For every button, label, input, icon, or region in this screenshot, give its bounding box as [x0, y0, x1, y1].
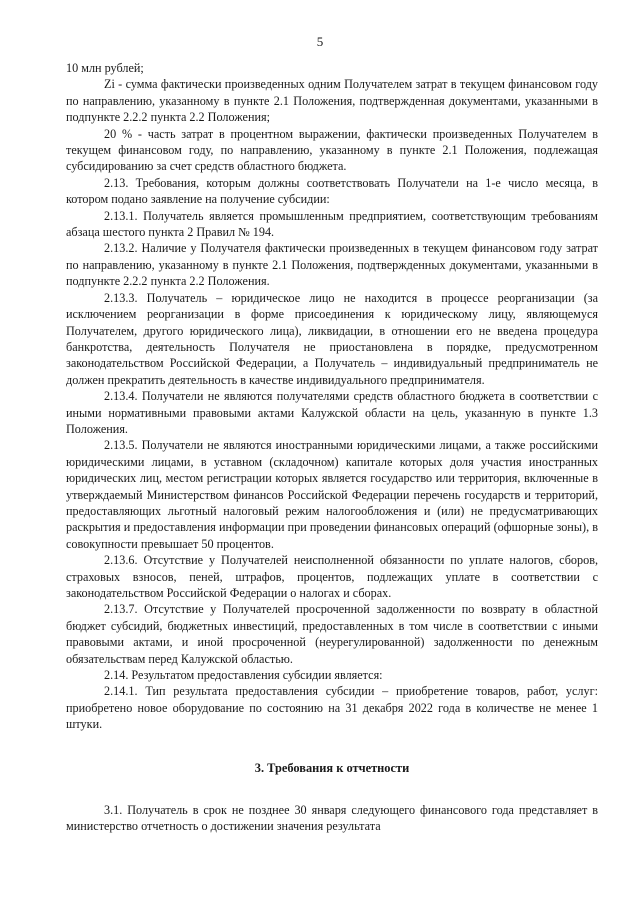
paragraph: 2.14.1. Тип результата предоставления субсидии – приобретение товаров, работ, услуг: приобретено новое оборудование по состоянию на 31 декабря 2022 года в количестве не менее 1 штуки.	[66, 684, 598, 732]
paragraph: 2.14. Результатом предоставления субсидии является:	[104, 668, 383, 683]
paragraph: 2.13.5. Получатели не являются иностранными юридическими лицами, а также российскими юридическими лицами, в уставном (складочном) капитале которых доля участия иностранных юридических лиц, местом регистрации которых является государство или территория, включенные в утверждаемый Министерством финансов Российской Федерации перечень государств и территорий, предоставляющих льготный налоговый режим налогообложения и (или) не предусматривающих раскрытия и предоставления информации при проведении финансовых операций (офшорные зоны), в совокупности превышает 50 процентов.	[66, 438, 598, 551]
paragraph: 2.13. Требования, которым должны соответствовать Получатели на 1-е число месяца, в котором подано заявление на получение субсидии:	[66, 175, 598, 207]
paragraph: 2.13.4. Получатели не являются получателями средств областного бюджета в соответствии с иными нормативными правовыми актами Калужской области на цель, указанную в пункте 1.3 Положения.	[66, 389, 598, 436]
section-heading: 3. Требования к отчетности	[254, 760, 410, 775]
paragraph: 10 млн рублей;	[66, 61, 144, 75]
paragraph: 2.13.6. Отсутствие у Получателей неисполненной обязанности по уплате налогов, сборов, страховых взносов, пеней, штрафов, процентов, подлежащих уплате в соответствии с законодательством Российской Федерации о налогах и сборах.	[66, 553, 598, 600]
paragraph: 3.1. Получатель в срок не позднее 30 января следующего финансового года представляет в министерство отчетность о достижении значения результата	[66, 803, 598, 834]
paragraph: 2.13.7. Отсутствие у Получателей просроченной задолженности по возврату в областной бюджет субсидий, бюджетных инвестиций, предоставленных в том числе в соответствии с иными правовыми актами, и иной просроченной (неурегулированной) задолженности по денежным обязательствам перед Калужской областью.	[66, 602, 598, 666]
paragraph: 20 % - часть затрат в процентном выражении, фактически произведенных Получателем в текущем финансовом году, по направлению, указанному в пункте 2.1 Положения, подлежащая субсидированию за счет средств областного бюджета.	[66, 126, 598, 174]
page-number: 5	[316, 34, 324, 49]
paragraph: Zi - сумма фактически произведенных одним Получателем затрат в текущем финансовом году по направлению, указанному в пункте 2.1 Положения, подтвержденная документами, указанными в подпункте 2.2.2 пункта 2.2 Положения;	[66, 77, 598, 125]
paragraph: 2.13.2. Наличие у Получателя фактически произведенных в текущем финансовом году затрат по направлению, указанному в пункте 2.1 Положения, подтвержденных документами, указанными в подпункте 2.2.2 пункта 2.2 Положения.	[66, 241, 598, 289]
document-body	[66, 60, 598, 835]
paragraph: 2.13.1. Получатель является промышленным предприятием, соответствующим требованиям абзаца шестого пункта 2 Правил № 194.	[66, 208, 598, 240]
paragraph: 2.13.3. Получатель – юридическое лицо не находится в процессе реорганизации (за исключением реорганизации в форме присоединения к юридическому лицу, являющемуся Получателем, другого юридического лица), ликвидации, в отношении его не введена процедура банкротства, деятельность Получателя не приостановлена в порядке, предусмотренном законодательством Российской Федерации, а Получатель – индивидуальный предприниматель не должен прекратить деятельность в качестве индивидуального предпринимателя.	[66, 290, 598, 387]
